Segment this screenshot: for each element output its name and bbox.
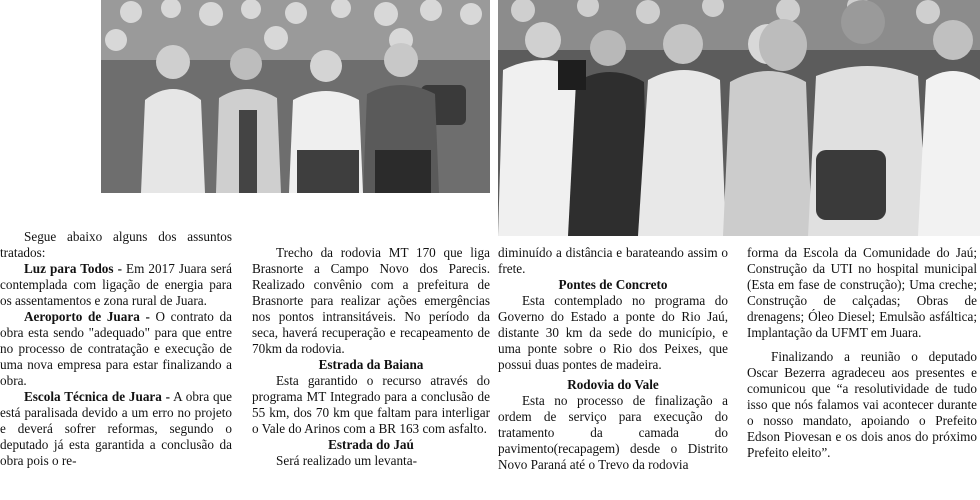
section-luz-para-todos	[0, 261, 232, 309]
heading-estrada-jau: Estrada do Jaú	[328, 437, 414, 452]
article-column-1	[0, 229, 232, 469]
section-heading: Luz para Todos -	[24, 261, 122, 276]
heading-estrada-baiana: Estrada da Baiana	[318, 357, 424, 372]
paragraph-frete: diminuído a distância e barateando assim o frete.	[498, 245, 728, 276]
paragraph-escola-jau: forma da Escola da Comunidade do Jaú; Construção da UTI no hospital municipal (Esta em fase de construção); Uma creche; Construção de calçadas; Obras de drenagens; Óleo Diesel; Emulsão asfáltica; Implantação da UFMT em Juara.	[747, 245, 977, 340]
paragraph-finalizando: Finalizando a reunião o deputado Oscar Bezerra agradeceu aos presentes e comunicou que “a resolutividade de tudo isso que nós falamos vai acontecer durante o nosso mandato, apoiando o Prefeito Edson Piovesan e os dois anos do próximo Prefeito eleito”.	[747, 349, 977, 460]
intro-paragraph: Segue abaixo alguns dos assuntos tratados:	[0, 229, 232, 260]
audience-photo-left	[101, 0, 490, 193]
section-text: Em 2017 Juara será contemplada com ligação de energia para os assentamentos e zona rural de Juara.	[0, 261, 232, 308]
article-column-2	[252, 245, 490, 469]
section-text: O contrato da obra esta sendo "adequado" para que entre no processo de contratação e execução de uma nova empresa para estar finalizando a obra.	[0, 309, 232, 388]
section-heading: Aeroporto de Juara -	[24, 309, 150, 324]
section-aeroporto	[0, 309, 232, 389]
section-text: A obra que está paralisada devido a um erro no projeto e deverá sofrer reformas, segundo o deputado já esta garantida a conclusão da obra pois o re-	[0, 389, 233, 468]
paragraph-rodovia-vale: Esta no processo de finalização a ordem de serviço para execução do tratamento da camada do pavimento(recapagem) desde o Distrito Novo Paraná até o Trevo da rodovia	[498, 393, 728, 472]
audience-photo-right	[498, 0, 980, 236]
paragraph-pontes-concreto: Esta contemplado no programa do Governo do Estado a ponte do Rio Jaú, distante 30 km da sede do município, e uma ponte sobre o Rio dos Peixes, que possui duas pontes de madeira.	[498, 293, 728, 372]
heading-pontes-concreto: Pontes de Concreto	[558, 277, 668, 292]
article-column-3	[498, 245, 728, 473]
section-heading: Escola Técnica de Juara -	[24, 389, 171, 404]
paragraph-estrada-baiana: Esta garantido o recurso através do programa MT Integrado para a conclusão de 55 km, dos 70 km que faltam para interligar o Vale do Arinos com a BR 163 com asfalto.	[252, 373, 490, 436]
article-column-4	[747, 245, 977, 461]
paragraph-mt170: Trecho da rodovia MT 170 que liga Brasnorte a Campo Novo dos Parecis. Realizado convênio com a prefeitura de Brasnorte para realizar ações emergências nos pontos intransitáveis. No período da seca, haverá recuperação e recapeamento de 70km da rodovia.	[252, 245, 490, 356]
paragraph-estrada-jau: Será realizado um levanta-	[276, 453, 417, 468]
section-escola-tecnica	[0, 389, 232, 469]
heading-rodovia-vale: Rodovia do Vale	[567, 377, 659, 392]
